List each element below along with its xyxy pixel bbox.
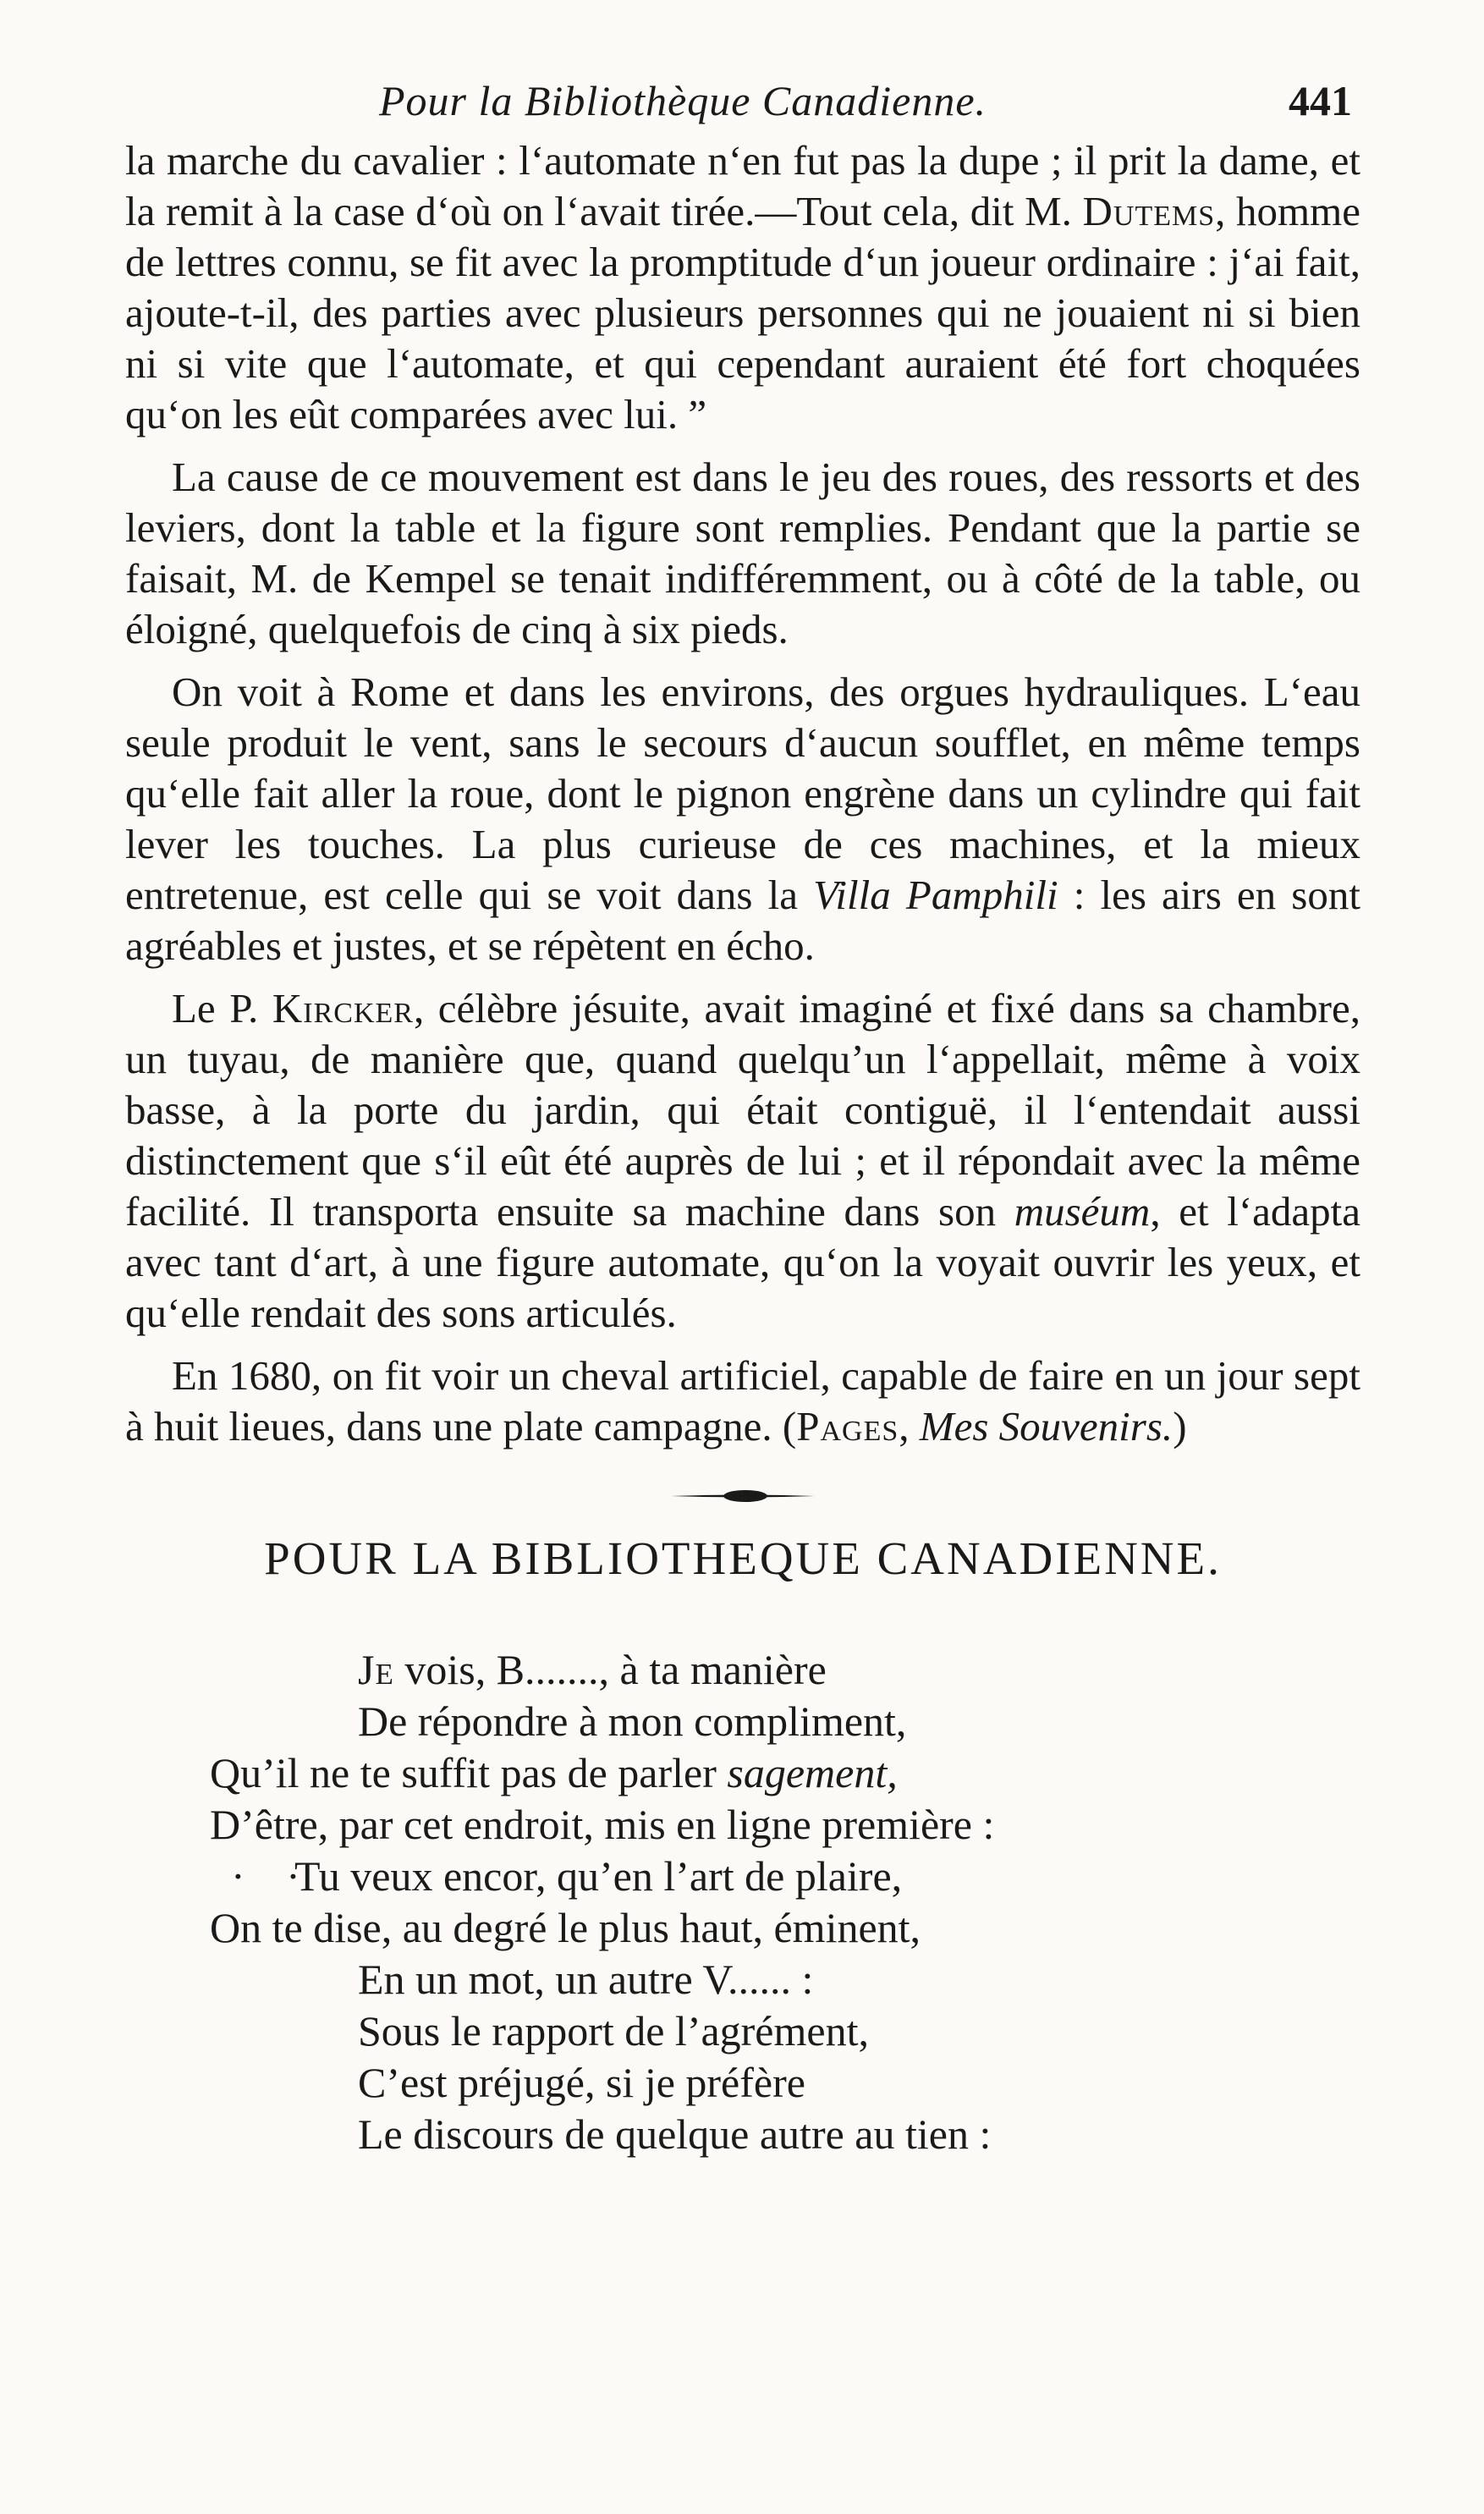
paragraph	[125, 983, 1360, 1339]
text-run: Qu’il ne te suffit pas de parler	[210, 1749, 728, 1796]
text-run: , célèbre jésuite, avait imaginé et fixé dans sa chambre, un tuyau, de manière que, quand quelqu’un l‘appellait, même à voix basse, à la porte du jardin, qui était contiguë, il l‘entendait aussi distinctement que s‘il eût été auprès de lui ; et il répondait avec la même facilité. Il transporta ensuite sa machine dans son	[125, 985, 1361, 1235]
text-run: En 1680, on fit voir un cheval artificiel, capable de faire en un jour sept à huit lieues, dans une plate campagne. (	[125, 1352, 1360, 1450]
running-head	[125, 76, 1360, 135]
text-run: vois, B......., à ta manière	[393, 1646, 827, 1693]
emphasis-word: sagement,	[727, 1749, 898, 1796]
text-run: ,	[899, 1403, 920, 1450]
text-run: la marche du cavalier : l‘automate n‘en fut pas la dupe ; il prit la dame, et la remit à la case d‘où on l‘avait tirée.—Tout cela, dit M.	[125, 137, 1360, 234]
paragraph: La cause de ce mouvement est dans le jeu des roues, des ressorts et des leviers, dont la table et la figure sont remplies. Pendant que la partie se faisait, M. de Kempel se tenait indifféremment, ou à côté de la table, ou éloigné, quelquefois de cinq à six pieds.	[125, 454, 1360, 652]
text-run: , et l‘adapta avec tant d‘art, à une figure automate, qu‘on la voyait ouvrir les yeux, et qu‘elle rendait des sons articulés.	[125, 1188, 1360, 1336]
running-title: Pour la Bibliothèque Canadienne.	[379, 77, 987, 124]
text-run: : les airs en sont agréables et justes, et se répètent en écho.	[125, 872, 1360, 969]
poem-line: En un mot, un autre V...... :	[358, 1956, 814, 2003]
text-run: Le P.	[172, 985, 272, 1031]
citation-title: Mes Souvenirs.	[919, 1403, 1173, 1450]
section-title: POUR LA BIBLIOTHEQUE CANADIENNE.	[264, 1532, 1222, 1584]
text-run: , homme de lettres connu, se fit avec la promptitude d‘un joueur ordinaire : j‘ai fait, ajoute-t-il, des parties avec plusieurs personnes qui ne jouaient ni si bien ni si vite que l‘automate, et qui cependant auraient été fort choquées qu‘on les eût comparées avec lui. ”	[125, 188, 1360, 437]
emphasis-word: muséum	[1014, 1188, 1151, 1235]
person-name: Kircker	[272, 985, 414, 1031]
book-page	[125, 76, 1360, 2160]
poem	[125, 1644, 1360, 2160]
poem-line	[125, 1851, 1360, 1902]
person-name: Dutems	[1082, 188, 1216, 234]
ornament-center	[723, 1490, 767, 1502]
poem-line: D’être, par cet endroit, mis en ligne première :	[210, 1801, 995, 1848]
poem-line	[125, 1644, 1360, 1696]
poem-line: Sous le rapport de l’agrément,	[358, 2007, 869, 2055]
prose-body	[125, 135, 1360, 1452]
paragraph	[125, 1351, 1360, 1452]
text-run: )	[1173, 1403, 1187, 1450]
poem-line: De répondre à mon compliment,	[358, 1697, 907, 1745]
ornament-rule	[671, 1486, 815, 1506]
place-name: Villa Pamphili	[813, 872, 1058, 918]
initial-word: Je	[358, 1646, 394, 1693]
poem-line	[125, 1747, 1360, 1799]
text-run: On voit à Rome et dans les environs, des orgues hydrauliques. L‘eau seule produit le vent, sans le secours d‘aucun soufflet, en même temps qu‘elle fait aller la roue, dont le pignon engrène dans un cylindre qui fait lever les touches. La plus curieuse de ces machines, et la mieux entretenue, est celle qui se voit dans la	[125, 668, 1360, 918]
text-run: Tu veux encor, qu’en l’art de plaire,	[294, 1852, 903, 1900]
citation-author: Pages	[796, 1403, 899, 1450]
poem-line: On te dise, au degré le plus haut, éminent,	[210, 1904, 921, 1951]
paragraph	[125, 667, 1360, 971]
paragraph-continued	[125, 135, 1360, 440]
margin-dots: · ·	[231, 1852, 316, 1900]
poem-line: C’est préjugé, si je préfère	[358, 2059, 805, 2106]
page-number: 441	[1289, 77, 1352, 124]
poem-line: Le discours de quelque autre au tien :	[358, 2110, 992, 2158]
